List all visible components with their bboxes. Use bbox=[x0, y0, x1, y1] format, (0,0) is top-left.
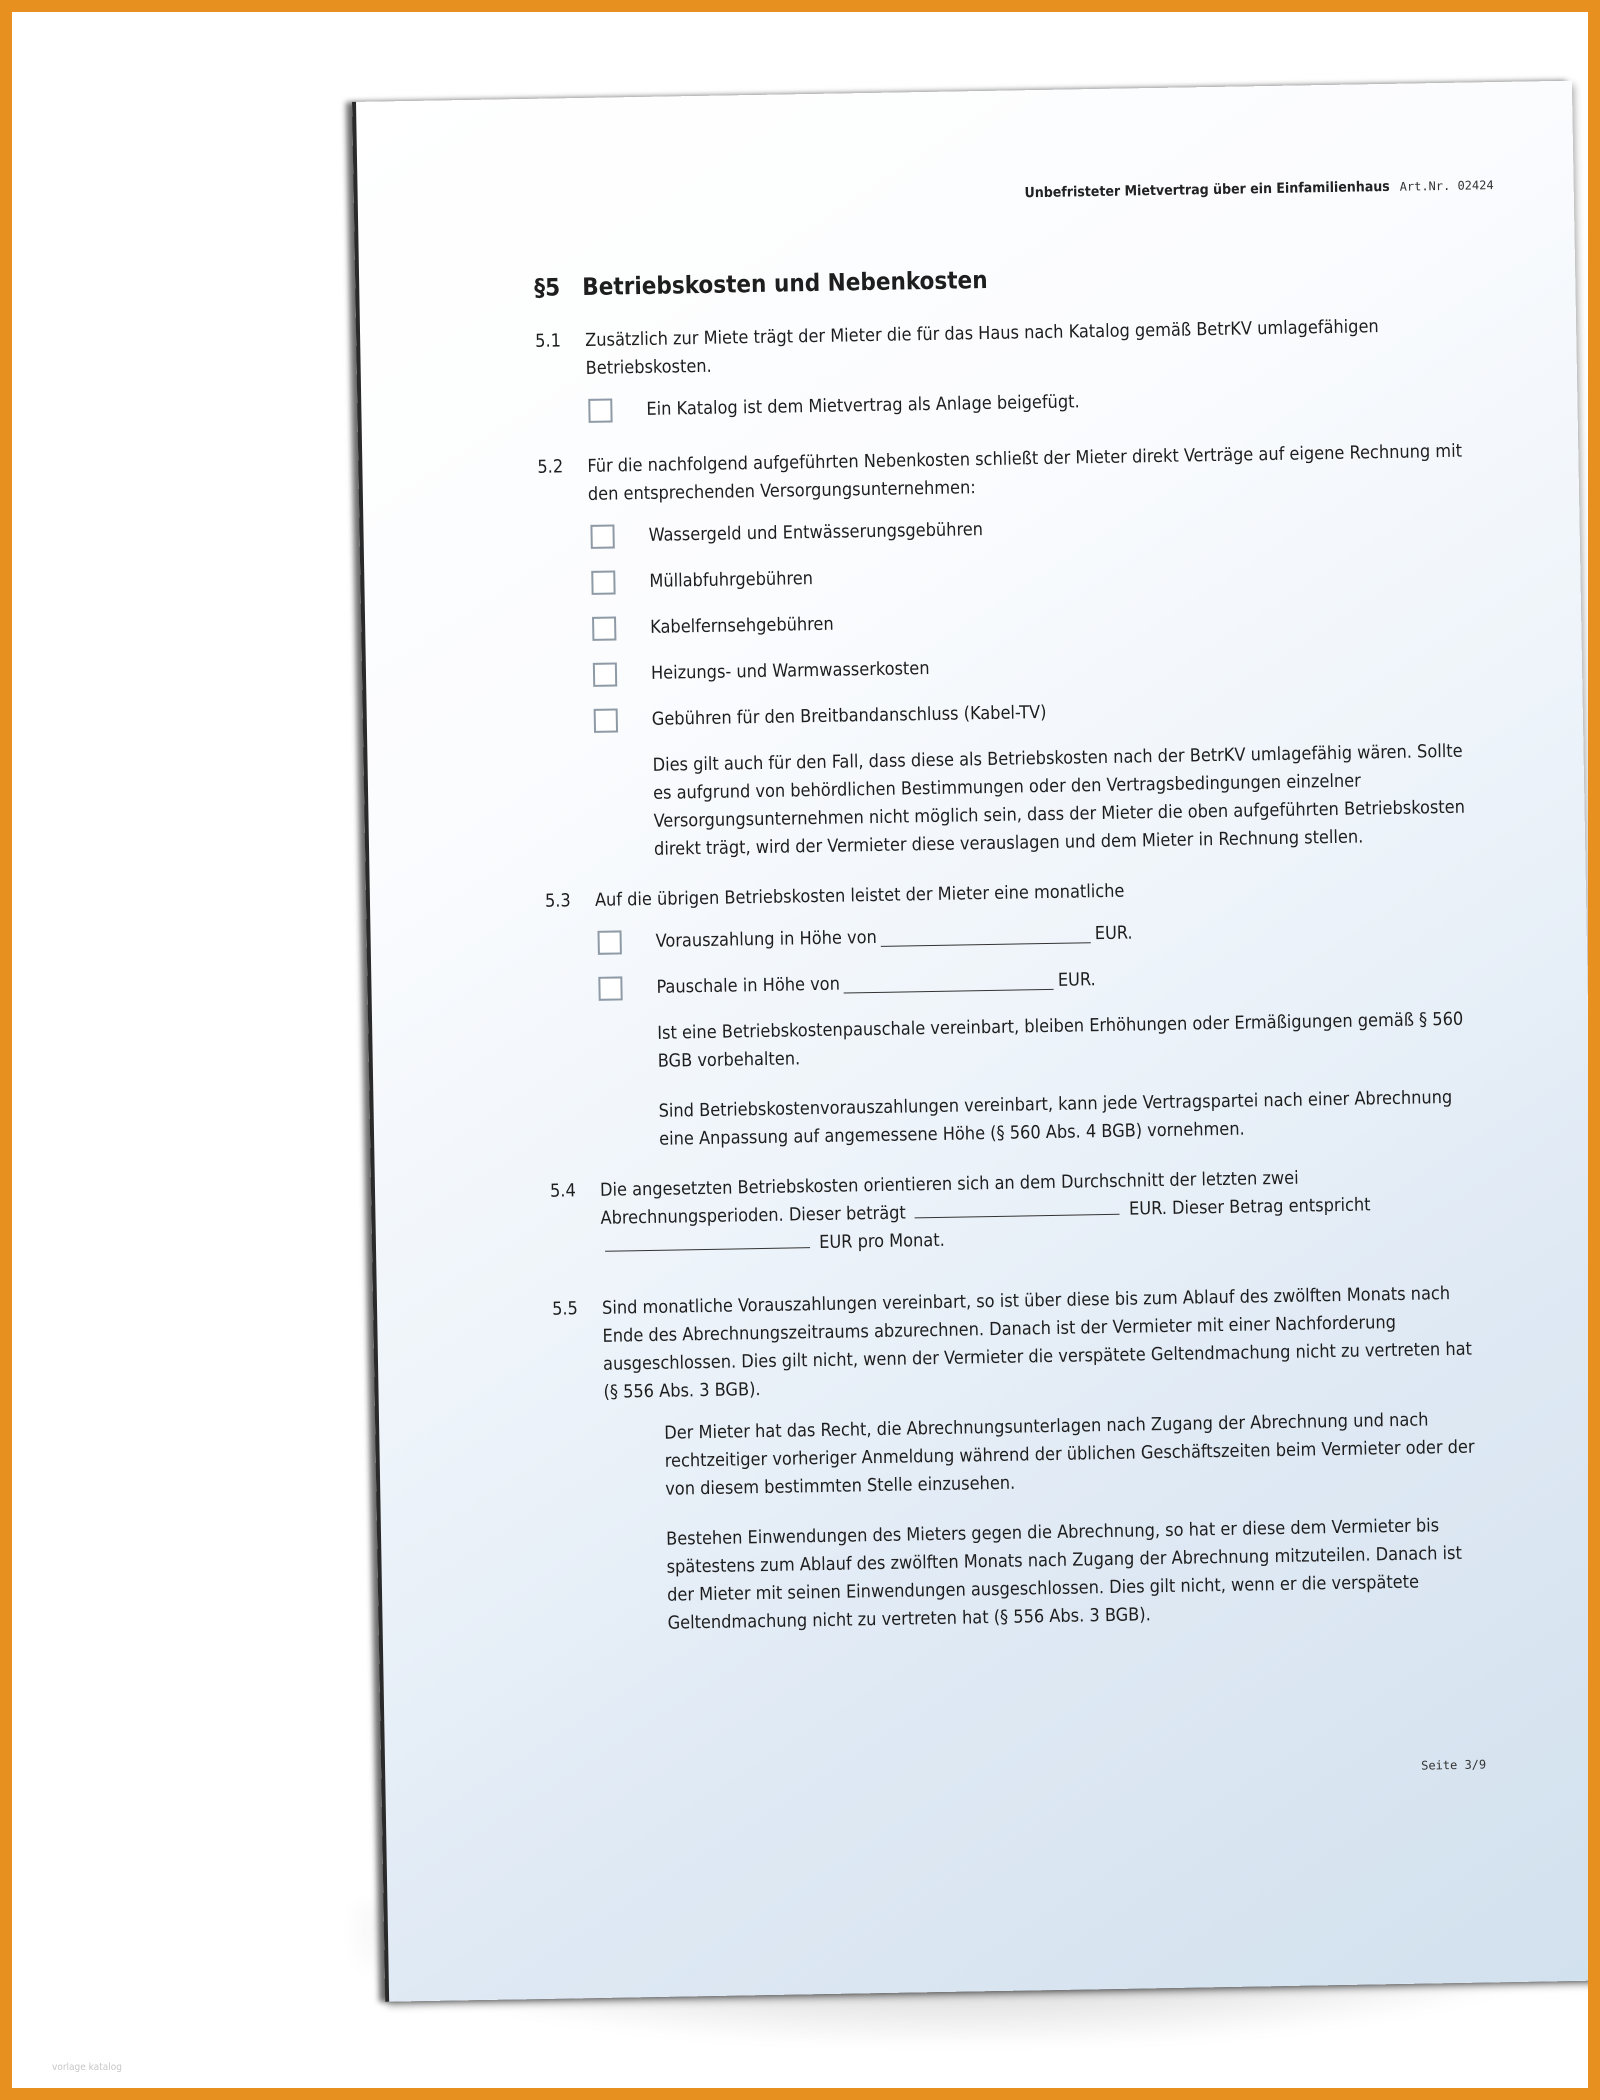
clause-number: 5.3 bbox=[544, 890, 571, 912]
clause-5-3-para-1: Ist eine Betriebskostenpauschale vereinbart, bleiben Erhöhungen oder Ermäßigungen gemäß § 560 BGB vorbehalten. bbox=[657, 1008, 1464, 1072]
checkbox-label: Kabelfernsehgebühren bbox=[650, 613, 834, 638]
header-art-nr: Art.Nr. 02424 bbox=[1399, 178, 1494, 194]
section-heading bbox=[534, 258, 1459, 302]
checkbox-row-wassergeld[interactable] bbox=[590, 508, 1463, 551]
unit-label: EUR. bbox=[1057, 969, 1096, 991]
header-title: Unbefristeter Mietvertrag über ein Einfamilienhaus bbox=[1024, 178, 1390, 202]
clause-number: 5.4 bbox=[549, 1180, 576, 1202]
document-content bbox=[534, 258, 1483, 1662]
checkbox[interactable] bbox=[598, 930, 622, 954]
checkbox-row-kabelfernsehen[interactable] bbox=[592, 600, 1465, 643]
checkbox[interactable] bbox=[590, 524, 614, 548]
checkbox-label: Gebühren für den Breitbandanschluss (Kabel-TV) bbox=[651, 701, 1047, 730]
checkbox-row-katalog[interactable] bbox=[588, 382, 1461, 425]
amount-field-monat[interactable] bbox=[605, 1230, 810, 1252]
amount-field-durchschnitt[interactable] bbox=[915, 1197, 1120, 1219]
section-title: Betriebskosten und Nebenkosten bbox=[582, 265, 988, 302]
checkbox-row-vorauszahlung[interactable] bbox=[597, 914, 1470, 957]
clause-text: Zusätzlich zur Miete trägt der Mieter die für das Haus nach Katalog gemäß BetrKV umlagefähigen Betriebskosten. bbox=[585, 316, 1379, 379]
clause-number: 5.5 bbox=[551, 1298, 579, 1320]
checkbox[interactable] bbox=[591, 570, 615, 594]
clause-number: 5.1 bbox=[535, 330, 562, 352]
checkbox[interactable] bbox=[593, 662, 617, 686]
clause-text-b: EUR. Dieser Betrag entspricht bbox=[1128, 1194, 1371, 1220]
unit-label: EUR. bbox=[1094, 922, 1133, 945]
checkbox-row-muellabfuhr[interactable] bbox=[591, 554, 1464, 597]
clause-5-5-para-2: Bestehen Einwendungen des Mieters gegen die Abrechnung, so hat er diese dem Vermieter bis spätestens zum Ablauf des zwölften Monats nach Zugang der Abrechnung mitzuteilen. Danach ist der Mieter mit seinen Einwendungen ausgeschlossen. Dies gilt nicht, wenn er die verspätete Geltendmachung nicht zu vertreten hat (§ 556 Abs. 3 BGB). bbox=[665, 1515, 1463, 1634]
checkbox-label: Pauschale in Höhe von bbox=[656, 973, 841, 998]
document-page bbox=[352, 81, 1600, 2002]
checkbox-label: Müllabfuhrgebühren bbox=[649, 568, 814, 592]
clause-5-5-para-1: Der Mieter hat das Recht, die Abrechnungsunterlagen nach Zugang der Abrechnung und nach rechtzeitiger vorheriger Anmeldung während der üblichen Geschäftszeiten beim Vermieter oder der von diesem bestimmten Stelle einzusehen. bbox=[664, 1409, 1475, 1500]
checkbox-label: Heizungs- und Warmwasserkosten bbox=[650, 658, 930, 684]
amount-field-pauschale[interactable] bbox=[844, 972, 1054, 994]
clause-text: Sind monatliche Vorauszahlungen vereinbart, so ist über diese bis zum Ablauf des zwölften Monats nach Ende des Abrechnungszeitraums abzurechnen. Danach ist der Vermieter mit einer Nachforderung ausgeschlossen. Dies gilt nicht, wenn der Vermieter die verspätete Geltendmachung nicht zu vertreten hat (§ 556 Abs. 3 BGB). bbox=[601, 1283, 1473, 1403]
watermark: vorlage katalog bbox=[52, 2062, 122, 2073]
checkbox[interactable] bbox=[588, 399, 612, 423]
clause-text-c: EUR pro Monat. bbox=[818, 1229, 945, 1254]
checkbox-row-breitband[interactable] bbox=[594, 692, 1467, 735]
document-header bbox=[1024, 177, 1493, 201]
stage bbox=[12, 12, 1588, 2088]
checkbox-row-pauschale[interactable] bbox=[598, 960, 1471, 1003]
page-number: Seite 3/9 bbox=[1421, 1757, 1487, 1773]
clause-5-4 bbox=[550, 1162, 1476, 1262]
checkbox-label: Vorauszahlung in Höhe von bbox=[655, 926, 877, 952]
clause-5-1 bbox=[535, 312, 1461, 384]
checkbox-label: Wassergeld und Entwässerungsgebühren bbox=[648, 519, 984, 546]
clause-text: Für die nachfolgend aufgeführten Nebenkosten schließt der Mieter direkt Verträge auf eigene Rechnung mit den entsprechenden Versorgungsunternehmen: bbox=[587, 440, 1463, 505]
clause-5-2-note: Dies gilt auch für den Fall, dass diese als Betriebskosten nach der BetrKV umlagefähig wären. Sollte es aufgrund von behördlichen Bestimmungen oder den Vertragsbedingungen einzelner Versorgungsunternehmen nicht möglich sein, dass der Mieter die oben aufgeführten Betriebskosten direkt trägt, wird der Vermieter diese verauslagen und dem Mieter in Rechnung stellen. bbox=[652, 740, 1466, 860]
clause-text-a: Die angesetzten Betriebskosten orientieren sich an dem Durchschnitt der letzten zwei Abrechnungsperioden. Dieser beträgt bbox=[599, 1167, 1299, 1229]
clause-5-3-para-2: Sind Betriebskostenvorauszahlungen vereinbart, kann jede Vertragspartei nach einer Abrechnung eine Anpassung auf angemessene Höhe (§ 560 Abs. 4 BGB) vornehmen. bbox=[658, 1086, 1453, 1150]
amount-field-vorauszahlung[interactable] bbox=[881, 925, 1091, 947]
section-number: §5 bbox=[534, 273, 561, 302]
clause-5-3 bbox=[545, 872, 1470, 916]
checkbox[interactable] bbox=[598, 976, 622, 1000]
clause-text: Auf die übrigen Betriebskosten leistet der Mieter eine monatliche bbox=[594, 880, 1125, 911]
checkbox[interactable] bbox=[594, 708, 618, 732]
clause-number: 5.2 bbox=[537, 456, 564, 478]
checkbox-row-heizung[interactable] bbox=[593, 646, 1466, 689]
checkbox-label: Ein Katalog ist dem Mietvertrag als Anlage beigefügt. bbox=[646, 391, 1080, 420]
checkbox[interactable] bbox=[592, 616, 616, 640]
clause-5-5 bbox=[552, 1280, 1479, 1408]
